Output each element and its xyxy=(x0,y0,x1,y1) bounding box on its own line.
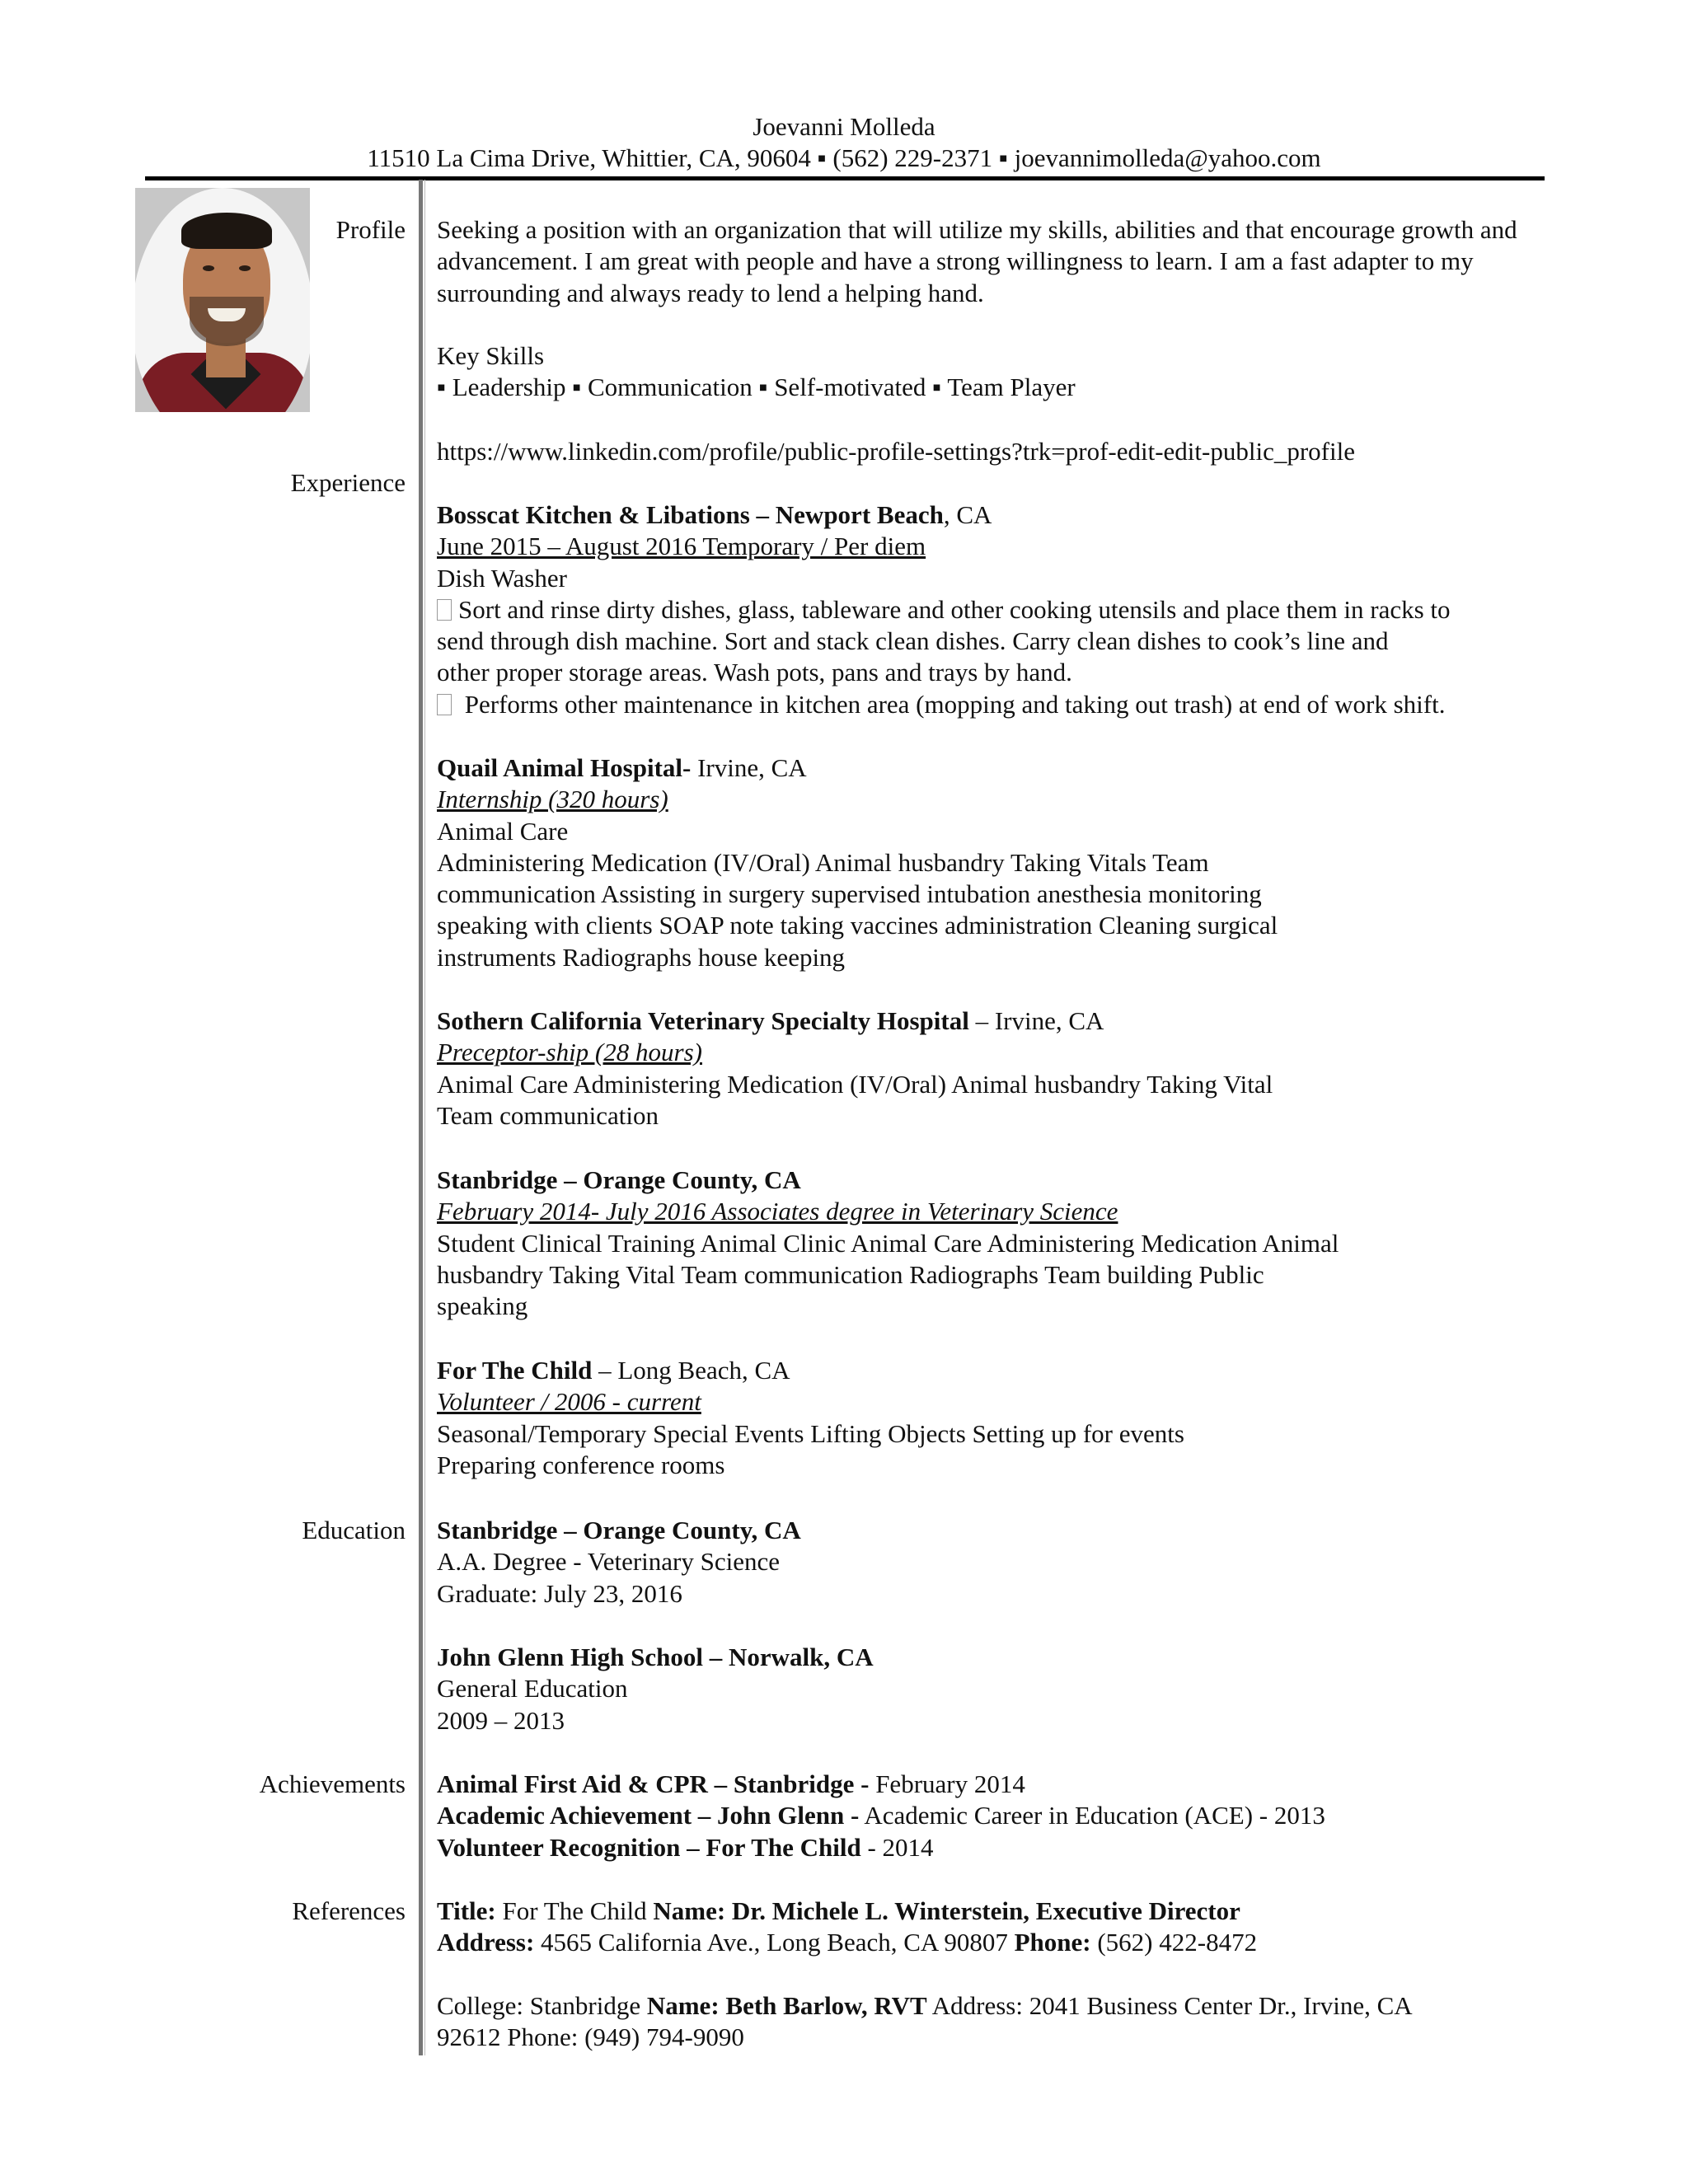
label-achievements: Achievements xyxy=(259,1769,406,1798)
school-name: John Glenn High School – Norwalk, CA xyxy=(437,1643,874,1671)
job-detail-line: Team communication xyxy=(437,1100,659,1130)
reference-1: Title: For The Child Name: Dr. Michele L. Winterstein, Executive Director Address: 4565 California Ave., Long Beach, CA 90807 Phone: (562) 422-8472 xyxy=(437,1896,1258,1957)
experience-quail xyxy=(437,752,1541,973)
job-detail-line: Sort and rinse dirty dishes, glass, tableware and other cooking utensils and place them in racks to xyxy=(437,594,1541,626)
job-detail-line: speaking with clients SOAP note taking vaccines administration Cleaning surgical xyxy=(437,911,1278,940)
graduation: Graduate: July 23, 2016 xyxy=(437,1578,682,1608)
experience-socal-vet xyxy=(437,1005,1541,1132)
job-dates: Volunteer / 2006 - current xyxy=(437,1387,701,1417)
job-detail-line: other proper storage areas. Wash pots, pans and trays by hand. xyxy=(437,658,1072,687)
job-detail-line: husbandry Taking Vital Team communication Radiographs Team building Public xyxy=(437,1259,1264,1289)
job-detail-line: speaking xyxy=(437,1291,528,1321)
degree: General Education xyxy=(437,1674,628,1704)
key-skills-list: ▪ Leadership ▪ Communication ▪ Self-motivated ▪ Team Player xyxy=(437,373,1076,402)
achievements-list xyxy=(437,1769,1541,1863)
photo-eye-right xyxy=(239,265,251,271)
job-dates: Preceptor-ship (28 hours) xyxy=(437,1038,702,1067)
degree: A.A. Degree - Veterinary Science xyxy=(437,1547,781,1577)
education-john-glenn xyxy=(437,1642,1541,1736)
org-name: Bosscat Kitchen & Libations – Newport Beach xyxy=(437,500,944,529)
contact-line: 11510 La Cima Drive, Whittier, CA, 90604 ▪ (562) 229-2371 ▪ joevannimolleda@yahoo.com xyxy=(367,143,1321,172)
org-name: Sothern California Veterinary Specialty Hospital xyxy=(437,1006,969,1035)
bullet-box-icon xyxy=(437,694,452,715)
job-detail-line: Seasonal/Temporary Special Events Lifting Objects Setting up for events xyxy=(437,1418,1184,1448)
org-location: , CA xyxy=(943,500,992,529)
org-name: Quail Animal Hospital- xyxy=(437,753,692,782)
job-detail-line: Administering Medication (IV/Oral) Animal husbandry Taking Vitals Team xyxy=(437,847,1209,877)
section-divider-shadow xyxy=(424,180,425,2055)
achievement-item: Academic Achievement – John Glenn - Academic Career in Education (ACE) - 2013 xyxy=(437,1801,1325,1830)
label-education: Education xyxy=(302,1516,406,1544)
achievement-item: Volunteer Recognition – For The Child - 2014 xyxy=(437,1832,934,1862)
key-skills-title: Key Skills xyxy=(437,341,545,370)
photo-eye-left xyxy=(203,265,214,271)
photo-beard xyxy=(190,297,264,346)
job-dates: June 2015 – August 2016 Temporary / Per diem xyxy=(437,532,926,561)
achievement-item: Animal First Aid & CPR – Stanbridge - February 2014 xyxy=(437,1769,1025,1798)
job-detail-line: Student Clinical Training Animal Clinic Animal Care Administering Medication Animal xyxy=(437,1228,1339,1258)
org-location: – Long Beach, CA xyxy=(592,1356,790,1385)
section-divider xyxy=(419,180,423,2055)
key-skills-section xyxy=(437,340,1541,404)
job-detail-line: Preparing conference rooms xyxy=(437,1450,725,1479)
org-name: Stanbridge – Orange County, CA xyxy=(437,1165,801,1194)
experience-bosscat xyxy=(437,499,1541,720)
org-location: Irvine, CA xyxy=(691,753,807,782)
job-role: Dish Washer xyxy=(437,563,567,593)
label-references: References xyxy=(292,1896,406,1925)
job-detail-line: Animal Care Administering Medication (IV/Oral) Animal husbandry Taking Vital xyxy=(437,1069,1273,1099)
linkedin-link[interactable] xyxy=(437,436,1541,467)
reference-2: College: Stanbridge Name: Beth Barlow, RVT Address: 2041 Business Center Dr., Irvine, CA 92612 Phone: (949) 794-9090 xyxy=(437,1991,1413,2052)
graduation: 2009 – 2013 xyxy=(437,1705,565,1735)
job-detail-line: communication Assisting in surgery supervised intubation anesthesia monitoring xyxy=(437,879,1262,909)
header-divider xyxy=(145,176,1545,180)
job-dates: February 2014- July 2016 Associates degree in Veterinary Science xyxy=(437,1197,1118,1226)
linkedin-url[interactable]: https://www.linkedin.com/profile/public-profile-settings?trk=prof-edit-edit-public_profile xyxy=(437,437,1355,466)
experience-stanbridge xyxy=(437,1165,1541,1322)
resume-name: Joevanni Molleda xyxy=(753,112,935,141)
profile-photo xyxy=(135,188,310,412)
profile-summary: Seeking a position with an organization that will utilize my skills, abilities and that encourage growth and advancement. I am great with people and have a strong willingness to learn. I am a fast adapter to my surrounding and always ready to lend a helping hand. xyxy=(437,215,1517,307)
job-detail-line: send through dish machine. Sort and stack clean dishes. Carry clean dishes to cook’s line and xyxy=(437,626,1389,656)
photo-oval xyxy=(135,188,310,412)
job-dates: Internship (320 hours) xyxy=(437,785,668,814)
school-name: Stanbridge – Orange County, CA xyxy=(437,1516,801,1544)
experience-for-the-child xyxy=(437,1355,1541,1481)
label-experience: Experience xyxy=(290,468,406,497)
photo-hair xyxy=(181,213,272,249)
label-profile: Profile xyxy=(335,215,406,244)
job-role: Animal Care xyxy=(437,816,569,846)
job-detail-line: Performs other maintenance in kitchen area (mopping and taking out trash) at end of work shift. xyxy=(437,689,1541,720)
job-detail-line: instruments Radiographs house keeping xyxy=(437,942,846,972)
education-stanbridge xyxy=(437,1515,1541,1610)
org-location: – Irvine, CA xyxy=(968,1006,1104,1035)
bullet-box-icon xyxy=(437,599,452,621)
org-name: For The Child xyxy=(437,1356,593,1385)
